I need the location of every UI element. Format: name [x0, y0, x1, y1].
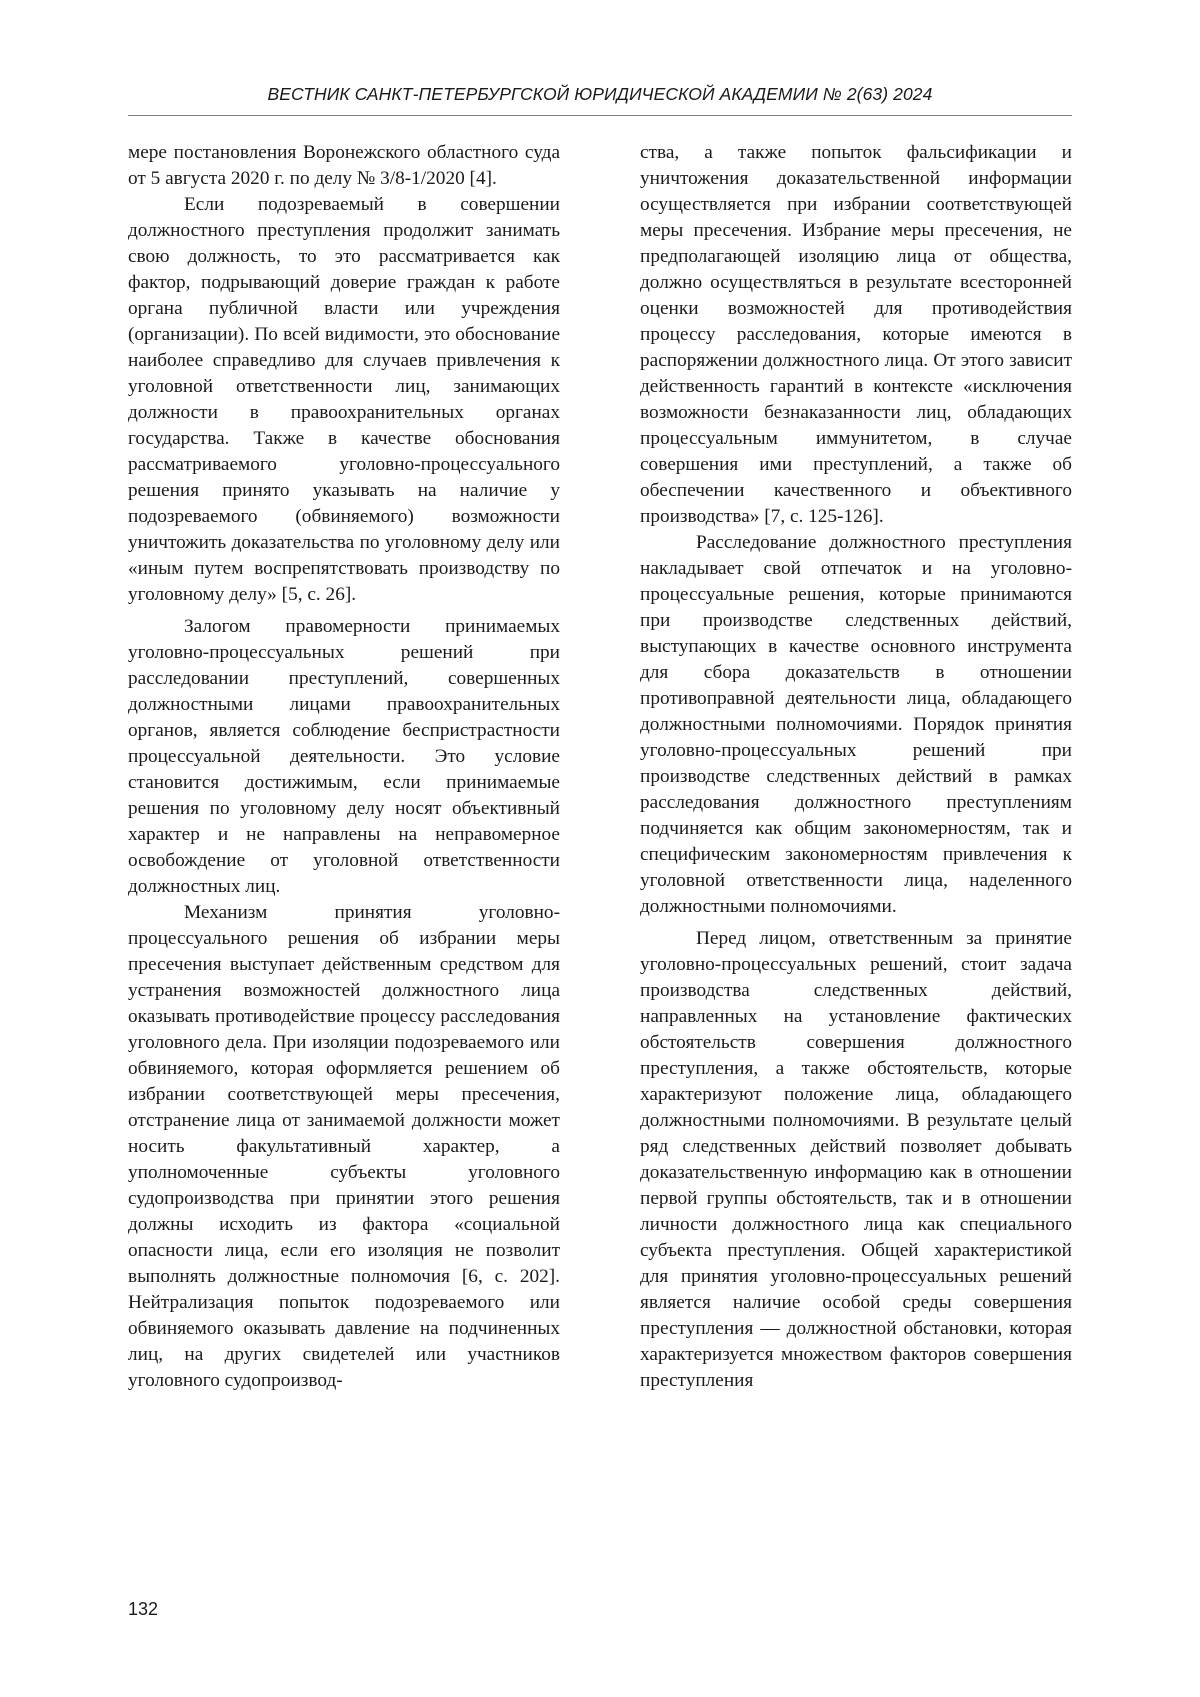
right-paragraph-2: Расследование должностного преступления накладывает свой отпечаток и на уголовно-процессуальные решения, которые принимаются при производстве следственных действий, выступающих в качестве основного инструмента для сбора доказательств в отношении противоправной деятельности лица, обладающего должностными полномочиями. Порядок принятия уголовно-процессуальных решений при производстве следственных действий в рамках расследования должностного преступлениям подчиняется как общим закономерностям, так и специфическим закономерностям привлечения к уголовной ответственности лица, наделенного должностными полномочиями.: [640, 532, 1072, 917]
left-column: [128, 140, 560, 1394]
right-paragraph-3: Перед лицом, ответственным за принятие уголовно-процессуальных решений, стоит задача производства следственных действий, направленных на установление фактических обстоятельств совершения должностного преступления, а также обстоятельств, которые характеризуют положение лица, обладающего должностными полномочиями. В результате целый ряд следственных действий позволяет добывать доказательственную информацию как в отношении первой группы обстоятельств, так и в отношении личности должностного лица как специального субъекта преступления. Общей характеристикой для принятия уголовно-процессуальных решений является наличие особой среды совершения преступления — должностной обстановки, которая характеризуется множеством факторов совершения преступления: [640, 928, 1072, 1391]
right-column: [640, 140, 1072, 1394]
right-paragraph-1: ства, а также попыток фальсификации и уничтожения доказательственной информации осуществляется при избрании соответствующей меры пресечения. Избрание меры пресечения, не предполагающей изоляцию лица от общества, должно осуществляться в результате всесторонней оценки возможностей для противодействия процессу расследования, которые имеются в распоряжении должностного лица. От этого зависит действенность гарантий в контексте «исключения возможности безнаказанности лиц, обладающих процессуальным иммунитетом, в случае совершения ими преступлений, а также об обеспечении качественного и объективного производства» [7, с. 125-126].: [640, 142, 1072, 527]
left-paragraph-1: мере постановления Воронежского областного суда от 5 августа 2020 г. по делу № 3/8-1/2020 [4].: [128, 142, 560, 189]
left-paragraph-3: Залогом правомерности принимаемых уголовно-процессуальных решений при расследовании преступлений, совершенных должностными лицами правоохранительных органов, является соблюдение беспристрастности процессуальной деятельности. Это условие становится достижимым, если принимаемые решения по уголовному делу носят объективный характер и не направлены на неправомерное освобождение от уголовной ответственности должностных лиц.: [128, 616, 560, 897]
left-paragraph-2: Если подозреваемый в совершении должностного преступления продолжит занимать свою должность, то это рассматривается как фактор, подрывающий доверие граждан к работе органа публичной власти или учреждения (организации). По всей видимости, это обоснование наиболее справедливо для случаев привлечения к уголовной ответственности лиц, занимающих должности в правоохранительных органах государства. Также в качестве обоснования рассматриваемого уголовно-процессуального решения принято указывать на наличие у подозреваемого (обвиняемого) возможности уничтожить доказательства по уголовному делу или «иным путем воспрепятствовать производству по уголовному делу» [5, с. 26].: [128, 194, 560, 605]
page-number: 132: [128, 1599, 159, 1619]
journal-running-header: ВЕСТНИК САНКТ-ПЕТЕРБУРГСКОЙ ЮРИДИЧЕСКОЙ АКАДЕМИИ № 2(63) 2024: [267, 84, 933, 104]
left-paragraph-4: Механизм принятия уголовно-процессуального решения об избрании меры пресечения выступает действенным средством для устранения возможностей должностного лица оказывать противодействие процессу расследования уголовного дела. При изоляции подозреваемого или обвиняемого, которая оформляется решением об избрании соответствующей меры пресечения, отстранение лица от занимаемой должности может носить факультативный характер, а уполномоченные субъекты уголовного судопроизводства при принятии этого решения должны исходить из фактора «социальной опасности лица, если его изоляция не позволит выполнять должностные полномочия [6, с. 202]. Нейтрализация попыток подозреваемого или обвиняемого оказывать давление на подчиненных лиц, на других свидетелей или участников уголовного судопроизвод-: [128, 902, 560, 1391]
header-divider: [128, 115, 1072, 116]
